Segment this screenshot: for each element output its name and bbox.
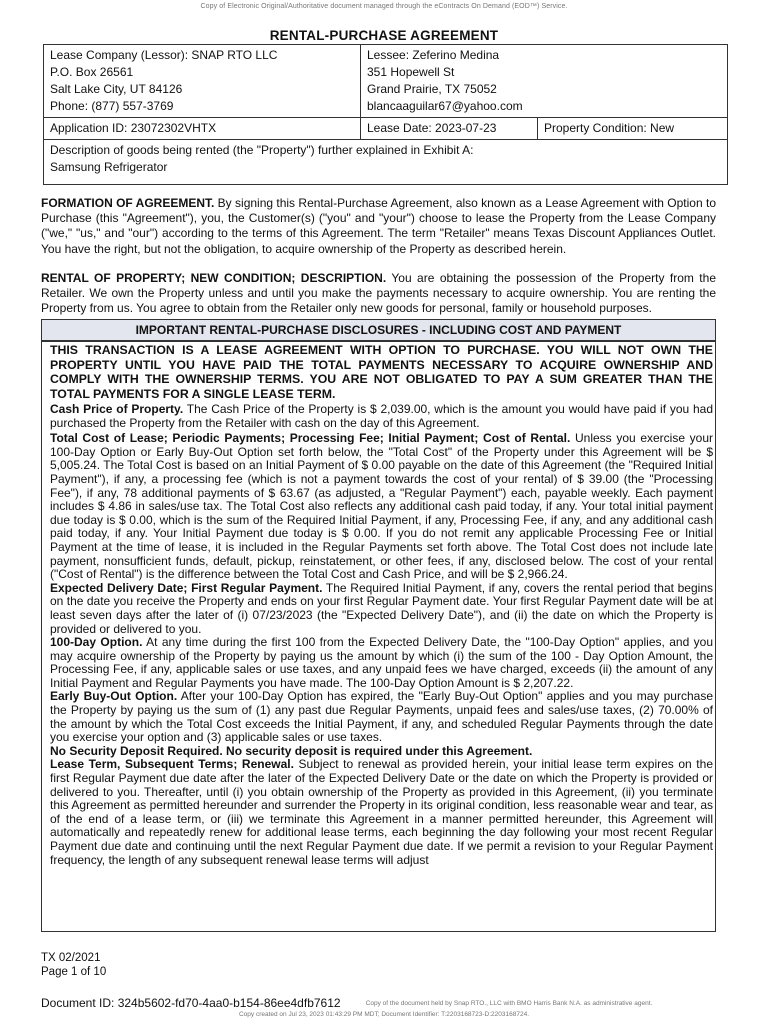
custody-note: Copy of the document held by Snap RTO., LLC with BMO Harris Bank N.A. as administrative agent. (365, 1000, 653, 1007)
hundred-day-heading: 100-Day Option. (50, 635, 143, 650)
disclosures-header: IMPORTANT RENTAL-PURCHASE DISCLOSURES - INCLUDING COST AND PAYMENT (42, 320, 715, 342)
hundred-day-text: At any time during the first 100 from the Expected Delivery Date, the "100-Day Option" applies, and you may acquire ownership of the Property by paying us the amount by which (i) the sum of the 100 - Day Option Amount, the Processing Fee, if any, applicable sales or use taxes, and any unpaid fees we have charged, exceeds (ii) the amount of any Initial Payment and Regular Payments you have made. The 100-Day Option Amount is $ 2,207.22. (50, 635, 713, 690)
description-cell (44, 140, 728, 185)
application-id: Application ID: 23072302VHTX (44, 118, 361, 140)
total-cost-paragraph (50, 432, 713, 582)
total-cost-heading: Total Cost of Lease; Periodic Payments; Processing Fee; Initial Payment; Cost of Rental. (50, 431, 571, 446)
lessor-city: Salt Lake City, UT 84126 (50, 82, 183, 96)
document-id: Document ID: 324b5602-fd70-4aa0-b154-86ee4dfb7612 (41, 996, 341, 1010)
lessee-name: Lessee: Zeferino Medina (367, 48, 500, 62)
lessee-street: 351 Hopewell St (367, 65, 455, 79)
description-label: Description of goods being rented (the "Property") further explained in Exhibit A: (50, 143, 474, 157)
lessor-name: Lease Company (Lessor): SNAP RTO LLC (50, 48, 278, 62)
formation-heading: FORMATION OF AGREEMENT. (41, 196, 215, 210)
delivery-text: The Required Initial Payment, if any, covers the rental period that begins on the date you receive the Property and ends on your first Regular Payment date. Your first Regular Payment date will be at least seven days after the later of (i) 07/23/2023 (the "Expected Delivery Date"), and (ii) the date on which the Property is provided or delivered to you. (50, 580, 713, 636)
eod-banner: Copy of Electronic Original/Authoritative document managed through the eContracts On Demand (EOD™) Service. (200, 3, 568, 10)
buyout-heading: Early Buy-Out Option. (50, 689, 178, 704)
lessee-city: Grand Prairie, TX 75052 (367, 82, 497, 96)
disclosures-box (41, 319, 716, 932)
property-condition: Property Condition: New (538, 118, 728, 140)
description-value: Samsung Refrigerator (50, 160, 168, 174)
lessor-cell (44, 45, 361, 118)
buyout-text: After your 100-Day Option has expired, the "Early Buy-Out Option" applies and you may purchase the Property by paying us the sum of (1) any past due Regular Payments, unpaid fees and sales/use taxes, (2) 70.00% of the amount by which the Total Cost exceeds the Initial Payment, if any, and scheduled Regular Payments through the date you exercise your option and (3) applicable sales or use taxes. (50, 689, 713, 745)
page-number: Page 1 of 10 (41, 966, 107, 978)
lessor-pobox: P.O. Box 26561 (50, 65, 134, 79)
rental-heading: RENTAL OF PROPERTY; NEW CONDITION; DESCRIPTION. (41, 271, 387, 285)
disclosures-body (50, 343, 713, 867)
formation-text: By signing this Rental-Purchase Agreement, also known as a Lease Agreement with Option to Purchase (this "Agreement"), you, the Customer(s) ("you" and "your") choose to lease the Property from the Lease Company ("we," "us," and "our") according to the terms of this Agreement. The term "Retailer" means Texas Discount Appliances Outlet. You have the right, but not the obligation, to acquire ownership of the Property as described herein. (41, 196, 716, 256)
cash-price-heading: Cash Price of Property. (50, 402, 184, 416)
lease-date: Lease Date: 2023-07-23 (361, 118, 538, 140)
document-title: RENTAL-PURCHASE AGREEMENT (269, 28, 499, 43)
cash-price-text: The Cash Price of the Property is $ 2,039.00, which is the amount you would have paid if you had purchased the Property from the Retailer with cash on the day of this Agreement. (50, 402, 713, 430)
lessee-email: blancaaguilar67@yahoo.com (367, 99, 523, 113)
lease-warning: THIS TRANSACTION IS A LEASE AGREEMENT WITH OPTION TO PURCHASE. YOU WILL NOT OWN THE PROPERTY UNTIL YOU HAVE PAID THE TOTAL PAYMENTS NECESSARY TO ACQUIRE OWNERSHIP AND COMPLY WITH THE OWNERSHIP TERMS. YOU ARE NOT OBLIGATED TO PAY A SUM GREATER THAN THE TOTAL PAYMENTS FOR A SINGLE LEASE TERM. (50, 343, 713, 401)
buyout-paragraph (50, 690, 713, 744)
lessee-cell (361, 45, 728, 118)
lease-term-paragraph (50, 758, 713, 867)
lessor-phone: Phone: (877) 557-3769 (50, 99, 174, 113)
rental-text: You are obtaining the possession of the Property from the Retailer. We own the Property unless and until you make the payments necessary to acquire ownership. You are renting the Property from us. You agree to obtain from the Retailer only new goods for personal, family or household purposes. (41, 271, 716, 316)
rental-paragraph (41, 271, 716, 317)
delivery-paragraph (50, 582, 713, 636)
lease-term-text: Subject to renewal as provided herein, your initial lease term expires on the first Regular Payment due date after the later of the Expected Delivery Date or the date on which the Property is provided or delivered to you. Thereafter, until (i) you obtain ownership of the Property as provided in this Agreement, (ii) you terminate this Agreement as permitted hereunder and surrender the Property in its original condition, less reasonable wear and tear, as of the end of a lease term, or (iii) we terminate this Agreement in a manner permitted hereunder, this Agreement will automatically and repeatedly renew for additional lease terms, each beginning the day following your most recent Regular Payment due date and continuing until the next Regular Payment due date. If we permit a revision to your Regular Payment frequency, the length of any subsequent renewal lease terms will adjust (50, 757, 713, 867)
deposit-text: No Security Deposit Required. No security deposit is required under this Agreement. (50, 743, 533, 758)
form-version: TX 02/2021 (41, 952, 101, 964)
cash-price-paragraph (50, 403, 713, 430)
deposit-paragraph (50, 745, 713, 759)
parties-table (43, 44, 728, 185)
hundred-day-paragraph (50, 636, 713, 690)
total-cost-text: Unless you exercise your 100-Day Option or Early Buy-Out Option set forth below, the "Total Cost" of the Property under this Agreement will be $ 5,005.24. The Total Cost is based on an Initial Payment of $ 0.00 payable on the date of this Agreement (the "Required Initial Payment"), if any, a processing fee (which is not a payment towards the cost of your rental) of $ 39.00 (the "Processing Fee"), if any, 78 additional payments of $ 63.67 (as adjusted, a "Regular Payment") each, payable weekly. Each payment includes $ 4.86 in sales/use tax. The Total Cost also reflects any additional cash paid today, if any. Your total initial payment due today is $ 0.00, which is the sum of the Required Initial Payment, if any, Processing Fee, if any, and any additional cash paid today, if any. Your Initial Payment due today is $ 0.00. If you do not remit any applicable Processing Fee or Initial Payment at the time of lease, it is included in the Regular Payments set forth above. The Total Cost does not include late payment, nonsufficient funds, default, pickup, reinstatement, or other fees, if any, disclosed below. The cost of your rental ("Cost of Rental") is the difference between the Total Cost and Cash Price, and will be $ 2,966.24. (50, 431, 713, 582)
delivery-heading: Expected Delivery Date; First Regular Payment. (50, 580, 323, 595)
lease-term-heading: Lease Term, Subsequent Terms; Renewal. (50, 757, 294, 772)
copy-created-note: Copy created on Jul 23, 2023 01:43:29 PM MDT; Document Identifier: T:2203168723-D:2203168724. (238, 1011, 530, 1018)
formation-paragraph (41, 196, 716, 257)
